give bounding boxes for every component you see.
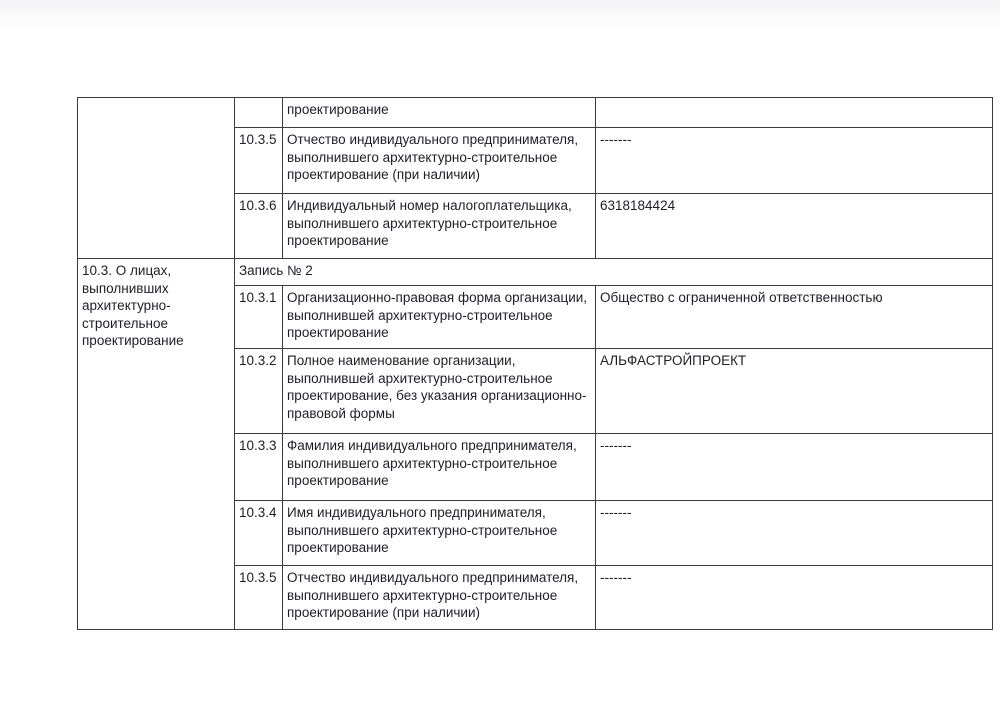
row-value: ------- xyxy=(596,434,993,501)
section-cell-blank xyxy=(78,128,235,194)
row-value xyxy=(596,98,993,128)
table-row xyxy=(78,194,993,259)
section-cell-blank xyxy=(78,98,235,128)
row-description: Отчество индивидуального предпринимателя, выполнившего архитектурно-строительное проектирование (при наличии) xyxy=(283,128,596,194)
row-value: 6318184424 xyxy=(596,194,993,259)
row-description: Организационно-правовая форма организации, выполнившей архитектурно-строительное проектирование xyxy=(283,286,596,349)
section-cell-blank xyxy=(78,194,235,259)
document-table xyxy=(77,97,993,630)
row-number: 10.3.5 xyxy=(235,128,283,194)
row-value: Общество с ограниченной ответственностью xyxy=(596,286,993,349)
record-header-row xyxy=(78,259,993,286)
row-description: Индивидуальный номер налогоплательщика, выполнившего архитектурно-строительное проектирование xyxy=(283,194,596,259)
page-scan-edge xyxy=(0,0,1000,30)
row-value: ------- xyxy=(596,566,993,630)
row-number: 10.3.6 xyxy=(235,194,283,259)
row-number: 10.3.2 xyxy=(235,349,283,434)
table-row xyxy=(78,98,993,128)
row-value: ------- xyxy=(596,128,993,194)
row-description: проектирование xyxy=(283,98,596,128)
row-value: ------- xyxy=(596,501,993,566)
row-number: 10.3.5 xyxy=(235,566,283,630)
row-description: Фамилия индивидуального предпринимателя, выполнившего архитектурно-строительное проектирование xyxy=(283,434,596,501)
row-number: 10.3.4 xyxy=(235,501,283,566)
row-number xyxy=(235,98,283,128)
row-value: АЛЬФАСТРОЙПРОЕКТ xyxy=(596,349,993,434)
row-number: 10.3.1 xyxy=(235,286,283,349)
record-title: Запись № 2 xyxy=(235,259,993,286)
row-description: Отчество индивидуального предпринимателя, выполнившего архитектурно-строительное проектирование (при наличии) xyxy=(283,566,596,630)
row-description: Полное наименование организации, выполнившей архитектурно-строительное проектирование, без указания организационно-правовой формы xyxy=(283,349,596,434)
table-row xyxy=(78,128,993,194)
section-label: 10.3. О лицах, выполнивших архитектурно-строительное проектирование xyxy=(78,259,235,630)
row-description: Имя индивидуального предпринимателя, выполнившего архитектурно-строительное проектирование xyxy=(283,501,596,566)
row-number: 10.3.3 xyxy=(235,434,283,501)
